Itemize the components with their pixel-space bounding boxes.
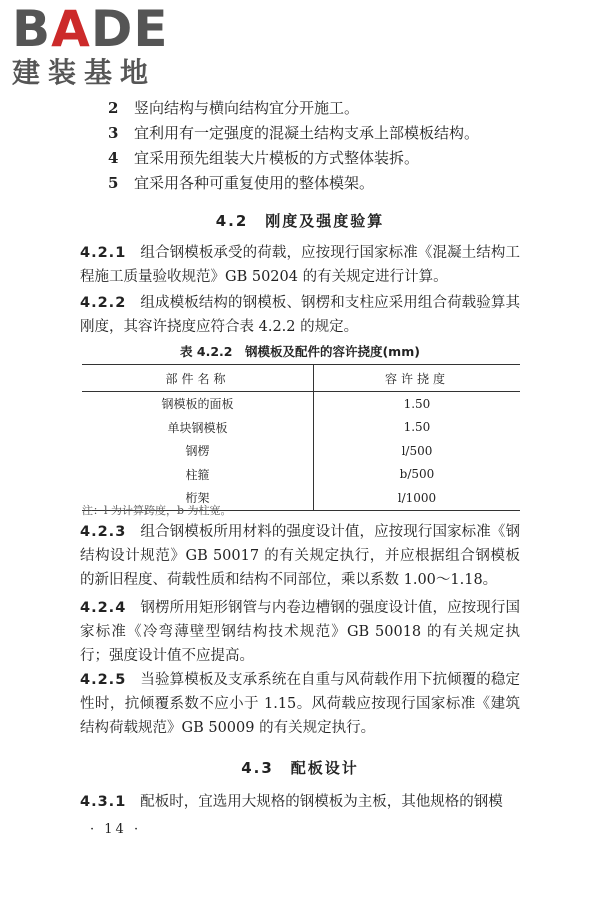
- list-item: 4 宜采用预先组装大片模板的方式整体装拆。: [108, 149, 420, 167]
- clause-4-2-3: 4.2.3 组合钢模板所用材料的强度设计值，应按现行国家标准《钢结构设计规范》GB 50017 的有关规定执行，并应根据组合钢模板的新旧程度、荷载性质和结构不同部位，乘以系数 1.00～1.18。: [80, 524, 520, 588]
- list: [108, 96, 568, 196]
- section-heading-4-3: 4.3 配板设计: [241, 759, 359, 777]
- table-caption: 表 4.2.2 钢模板及配件的容许挠度(mm): [180, 344, 420, 359]
- list-item: 3 宜利用有一定强度的混凝土结构支承上部模板结构。: [108, 124, 480, 142]
- clause-4-2-4: 4.2.4 钢楞所用矩形钢管与内卷边槽钢的强度设计值，应按现行国家标准《冷弯薄壁型钢结构技术规范》GB 50018 的有关规定执行；强度设计值不应提高。: [80, 600, 520, 664]
- deflection-table: [82, 364, 520, 511]
- clause-4-2-1: 4.2.1 组合钢模板承受的荷载，应按现行国家标准《混凝土结构工程施工质量验收规范》GB 50204 的有关规定进行计算。: [80, 245, 520, 285]
- list-item: 5 宜采用各种可重复使用的整体模架。: [108, 174, 375, 192]
- logo-brand: BADE: [12, 0, 169, 58]
- clause-4-3-1: 4.3.1 配板时，宜选用大规格的钢模板为主板，其他规格的钢模: [80, 794, 503, 810]
- section-heading-4-2: 4.2 刚度及强度验算: [215, 212, 385, 230]
- page-number: · 14 ·: [90, 822, 142, 837]
- logo-tagline: 建装基地: [12, 56, 157, 89]
- table-header: 部件名称: [82, 365, 313, 392]
- table-row: 桁架 l/1000: [82, 486, 520, 510]
- clause-4-2-2: 4.2.2 组成模板结构的钢模板、钢楞和支柱应采用组合荷载验算其刚度，其容许挠度应符合表 4.2.2 的规定。: [80, 295, 520, 335]
- clause-4-2-5: 4.2.5 当验算模板及支承系统在自重与风荷载作用下抗倾覆的稳定性时，抗倾覆系数不应小于 1.15。风荷载应按现行国家标准《建筑结构荷载规范》GB 50009 的有关规定执行。: [80, 672, 520, 736]
- table-row: 钢楞 l/500: [82, 439, 520, 463]
- logo: [12, 0, 182, 94]
- list-item: 2 竖向结构与横向结构宜分开施工。: [108, 99, 360, 117]
- table-header: 容许挠度: [313, 365, 520, 392]
- table-note: 注：l 为计算跨度，b 为柱宽。: [82, 504, 232, 517]
- table-row: 单块钢模板 1.50: [82, 416, 520, 440]
- table-row: 钢模板的面板 1.50: [82, 392, 520, 416]
- table-row: 柱箍 b/500: [82, 463, 520, 487]
